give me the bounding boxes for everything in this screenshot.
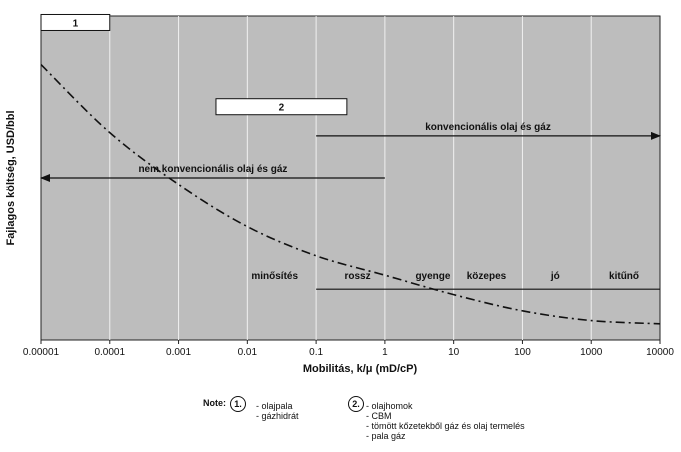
note-item: - gázhidrát	[256, 411, 299, 421]
note-item: - olajpala	[256, 401, 293, 411]
rating-label: kitűnő	[609, 271, 640, 283]
x-tick-label: 10	[448, 347, 460, 358]
x-tick-label: 0.0001	[94, 347, 126, 358]
annotation-box-label: 2	[278, 102, 285, 114]
x-tick-label: 1000	[580, 347, 603, 358]
note-item: - tömött kőzetekből gáz és olaj termelés	[366, 421, 525, 431]
x-tick-label: 0.01	[237, 347, 258, 358]
rating-scale-title: minősítés	[251, 271, 299, 283]
note-title: Note:	[203, 398, 226, 408]
note-number-1: 1.	[230, 396, 246, 412]
note-item: - pala gáz	[366, 431, 406, 441]
x-tick-label: 100	[514, 347, 531, 358]
note-group-1	[230, 396, 246, 412]
x-tick-label: 0.1	[309, 347, 324, 358]
note-group-2-items	[366, 401, 525, 441]
annotation-arrow-label: konvencionális olaj és gáz	[425, 121, 551, 133]
y-axis-title: Fajlagos költség, USD/bbl	[5, 110, 17, 246]
rating-label: rossz	[344, 271, 371, 283]
note-group-1-items	[256, 401, 299, 421]
rating-label: gyenge	[415, 271, 451, 283]
note-item: - CBM	[366, 411, 392, 421]
annotation-arrow-label: nem konvencionális olaj és gáz	[138, 164, 288, 175]
note-group-2	[348, 396, 364, 412]
rating-label: jó	[550, 271, 560, 283]
note-number-2: 2.	[348, 396, 364, 412]
x-tick-labels	[23, 347, 674, 358]
rating-label: közepes	[466, 271, 507, 283]
x-tick-label: 0.00001	[22, 347, 60, 358]
x-tick-label: 10000	[646, 347, 674, 358]
annotation-box-label: 1	[72, 18, 79, 30]
note-block	[203, 398, 226, 408]
x-tick-label: 1	[382, 347, 388, 358]
x-tick-label: 0.001	[166, 347, 192, 358]
x-axis-title: Mobilitás, k/μ (mD/cP)	[302, 363, 418, 375]
note-item: - olajhomok	[366, 401, 413, 411]
